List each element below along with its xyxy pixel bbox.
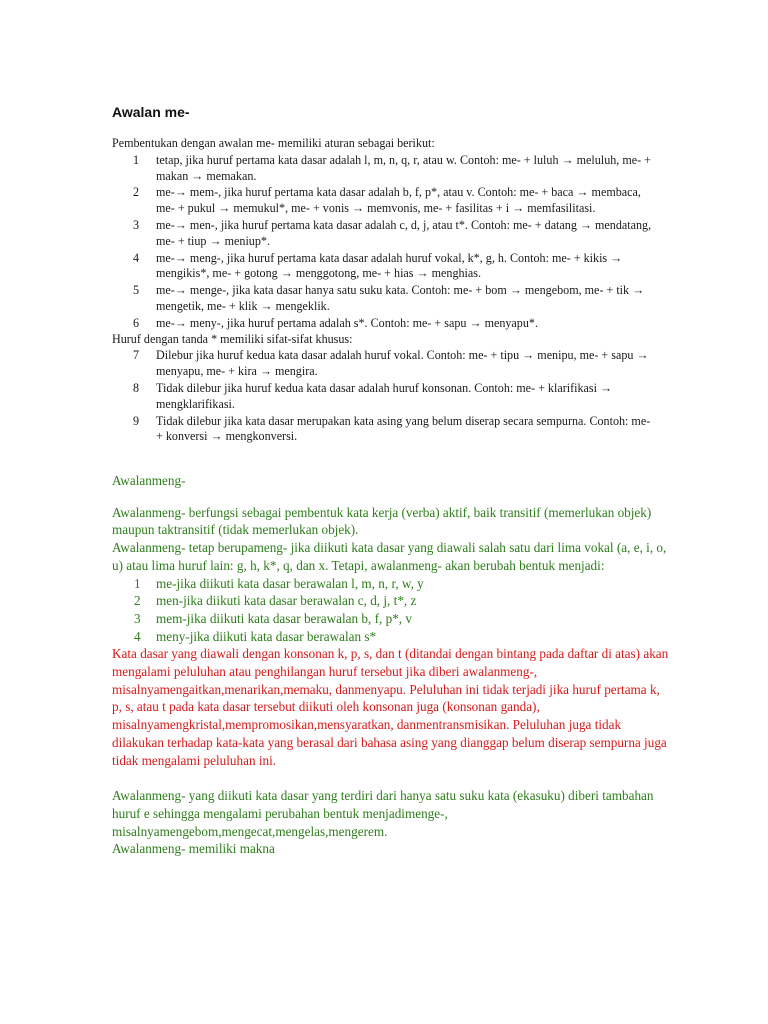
rules-list (112, 153, 657, 332)
rule-text: me-→ meny-, jika huruf pertama adalah s*. Contoh: me- + sapu → menyapu*. (156, 315, 538, 330)
section2-paragraph-3: Awalanmeng- yang diikuti kata dasar yang terdiri dari hanya satu suku kata (ekasuku) diberi tambahan huruf e sehingga mengalami perubahan bentuk menjadimenge-, misalnyamengebom,mengecat,mengelas,mengerem. (112, 788, 654, 839)
rule-number: 7 (133, 348, 140, 363)
spacer (112, 490, 672, 504)
rule-number: 1 (133, 152, 140, 167)
rule-item (112, 251, 657, 283)
section1-title: Awalan me- (112, 104, 190, 120)
rule-item (112, 153, 657, 185)
rule-text: tetap, jika huruf pertama kata dasar adalah l, m, n, q, r, atau w. Contoh: me- + luluh → meluluh, me- + makan → memakan. (156, 152, 651, 183)
special-rule-item (112, 348, 657, 380)
list-text: mem-jika diikuti kata dasar berawalan b, f, p*, v (156, 610, 412, 626)
section2-paragraph-4: Awalanmeng- memiliki makna (112, 841, 275, 857)
rule-number: 6 (133, 315, 140, 330)
list-number: 3 (134, 610, 141, 626)
special-intro: Huruf dengan tanda * memiliki sifat-sifat khusus: (112, 331, 353, 346)
section1-intro: Pembentukan dengan awalan me- memiliki aturan sebagai berikut: (112, 136, 435, 150)
special-rules-list (112, 348, 657, 445)
section1-body (112, 136, 657, 445)
rule-text: me-→ menge-, jika kata dasar hanya satu suku kata. Contoh: me- + bom → mengebom, me- + tik → mengetik, me- + klik → mengeklik. (156, 283, 645, 313)
meng-variant-list (112, 575, 672, 646)
spacer (112, 769, 672, 787)
section2-body (112, 472, 672, 858)
list-number: 1 (134, 575, 141, 591)
rule-item (112, 316, 657, 332)
peluluhan-paragraph: Kata dasar yang diawali dengan konsonan k, p, s, dan t (ditandai dengan bintang pada daftar di atas) akan mengalami peluluhan atau penghilangan huruf tersebut jika diberi awalanmeng-, misalnyamengaitkan,menarikan,memaku, danmenyapu. Peluluhan ini tidak terjadi jika huruf pertama k, p, s, atau t pada kata dasar tersebut diikuti oleh konsonan juga (konsonan ganda), misalnyamengkristal,mempromosikan,mensyaratkan, danmentransmisikan. Peluluhan juga tidak dilakukan terhadap kata-kata yang berasal dari bahasa asing yang dianggap belum diserap sempurna juga tidak mengalami peluluhan ini. (112, 646, 669, 768)
rule-number: 9 (133, 413, 140, 428)
special-rule-item (112, 414, 657, 446)
list-item (112, 592, 672, 610)
section2-paragraph-1: Awalanmeng- berfungsi sebagai pembentuk kata kerja (verba) aktif, baik transitif (memerlukan objek) maupun taktransitif (tidak memerlukan objek). (112, 504, 652, 538)
rule-text: Tidak dilebur jika kata dasar merupakan kata asing yang belum diserap secara sempurna. Contoh: me- + konversi → mengkonversi. (156, 413, 651, 444)
list-number: 4 (134, 628, 141, 644)
list-text: meny-jika diikuti kata dasar berawalan s* (156, 628, 377, 644)
rule-item (112, 218, 657, 250)
section2-paragraph-2: Awalanmeng- tetap berupameng- jika diikuti kata dasar yang diawali salah satu dari lima vokal (a, e, i, o, u) atau lima huruf lain: g, h, k*, q, dan x. Tetapi, awalanmeng- akan berubah bentuk menjadi: (112, 540, 667, 573)
list-text: me-jika diikuti kata dasar berawalan l, m, n, r, w, y (156, 575, 424, 591)
special-rule-item (112, 381, 657, 413)
rule-item (112, 185, 657, 217)
rule-text: me-→ men-, jika huruf pertama kata dasar adalah c, d, j, atau t*. Contoh: me- + datang → mendatang, me- + tiup → meniup*. (156, 217, 652, 248)
rule-text: Dilebur jika huruf kedua kata dasar adalah huruf vokal. Contoh: me- + tipu → menipu, me- + sapu → menyapu, me- + kira → mengira. (156, 348, 649, 379)
rule-text: me-→ mem-, jika huruf pertama kata dasar adalah b, f, p*, atau v. Contoh: me- + baca → membaca, me- + pukul → memukul*, me- + vonis → memvonis, me- + fasilitas + i → memfasilitasi. (156, 185, 641, 216)
rule-text: Tidak dilebur jika huruf kedua kata dasar adalah huruf konsonan. Contoh: me- + klarifikasi → mengklarifikasi. (156, 380, 613, 411)
list-item (112, 575, 672, 593)
section2-title: Awalanmeng- (112, 473, 186, 488)
list-text: men-jika diikuti kata dasar berawalan c, d, j, t*, z (156, 593, 417, 609)
rule-text: me-→ meng-, jika huruf pertama kata dasar adalah huruf vokal, k*, g, h. Contoh: me- + kikis → mengikis*, me- + gotong → menggotong, me- + hias → menghias. (156, 250, 623, 281)
list-item (112, 628, 672, 646)
rule-number: 4 (133, 250, 140, 265)
rule-number: 3 (133, 217, 140, 232)
rule-number: 2 (133, 185, 140, 200)
rule-number: 5 (133, 283, 140, 298)
rule-item (112, 283, 657, 315)
list-item (112, 610, 672, 628)
rule-number: 8 (133, 380, 140, 395)
list-number: 2 (134, 593, 141, 609)
